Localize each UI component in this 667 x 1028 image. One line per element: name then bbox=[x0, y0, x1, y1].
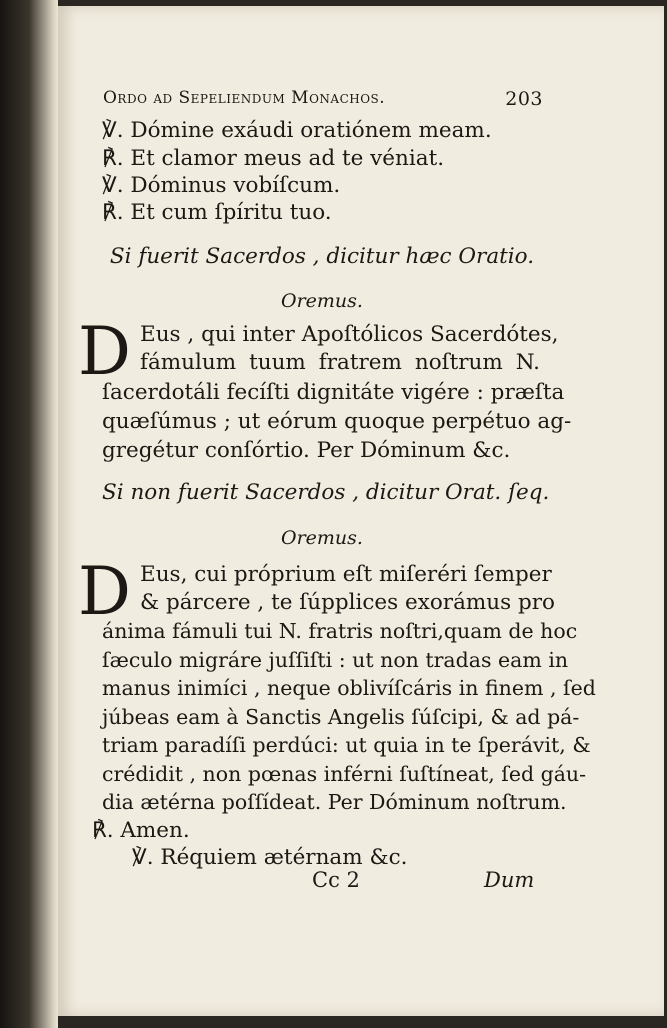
prayer-line: quæſúmus ; ut eórum quoque perpétuo ag- bbox=[102, 409, 572, 434]
prayer-line: fámulum tuum fratrem noſtrum N. bbox=[140, 350, 540, 375]
page-number: 203 bbox=[505, 88, 543, 110]
prayer-line: manus inimíci , neque oblivíſcáris in finem , ſed bbox=[102, 676, 596, 700]
prayer-line: triam paradíſi perdúci: ut quia in te ſperávit, & bbox=[102, 733, 591, 757]
versicle-line: ℣. Dómine exáudi oratiónem meam. bbox=[102, 118, 492, 143]
drop-capital: D bbox=[78, 553, 131, 630]
running-header bbox=[103, 88, 543, 108]
rubric-non-priest: Si non fuerit Sacerdos , dicitur Orat. ſeq. bbox=[102, 480, 550, 505]
prayer-line: ánima fámuli tui N. fratris noſtri,quam de hoc bbox=[102, 619, 578, 643]
book-spine-shadow bbox=[0, 0, 58, 1028]
prayer-line: dia ætérna poſſídeat. Per Dóminum noſtrum. bbox=[102, 790, 567, 814]
prayer-line: Eus, cui próprium eſt miſeréri ſemper bbox=[140, 562, 552, 587]
response-line: ℟. Et clamor meus ad te véniat. bbox=[102, 146, 445, 171]
response-amen: ℟. Amen. bbox=[92, 818, 190, 843]
prayer-line: gregétur conſórtio. Per Dóminum &c. bbox=[102, 438, 511, 463]
running-title: Ordo ad Sepeliendum Monachos. bbox=[103, 88, 386, 108]
prayer-line: & párcere , te ſúpplices exorámus pro bbox=[140, 590, 555, 615]
drop-capital: D bbox=[78, 313, 131, 390]
prayer-line: Eus , qui inter Apoſtólicos Sacerdótes, bbox=[140, 322, 559, 347]
catchword: Dum bbox=[484, 868, 535, 892]
rubric-priest: Si fuerit Sacerdos , dicitur hæc Oratio. bbox=[109, 244, 535, 269]
oremus-heading: Oremus. bbox=[281, 527, 363, 549]
signature-mark: Cc 2 bbox=[312, 868, 360, 892]
oremus-heading: Oremus. bbox=[281, 290, 363, 312]
prayer-line: júbeas eam à Sanctis Angelis ſúſcipi, & ad pá- bbox=[102, 705, 580, 729]
prayer-line: ſacerdotáli fecíſti dignitáte vigére : præſta bbox=[102, 380, 565, 405]
versicle-requiem: ℣. Réquiem ætérnam &c. bbox=[132, 845, 408, 870]
prayer-line: ſæculo migráre juſſiſti : ut non tradas eam in bbox=[102, 648, 569, 672]
prayer-line: crédidit , non pœnas inférni ſuſtíneat, ſed gáu- bbox=[102, 762, 587, 786]
response-line: ℟. Et cum ſpíritu tuo. bbox=[102, 200, 332, 225]
versicle-line: ℣. Dóminus vobíſcum. bbox=[102, 173, 341, 198]
